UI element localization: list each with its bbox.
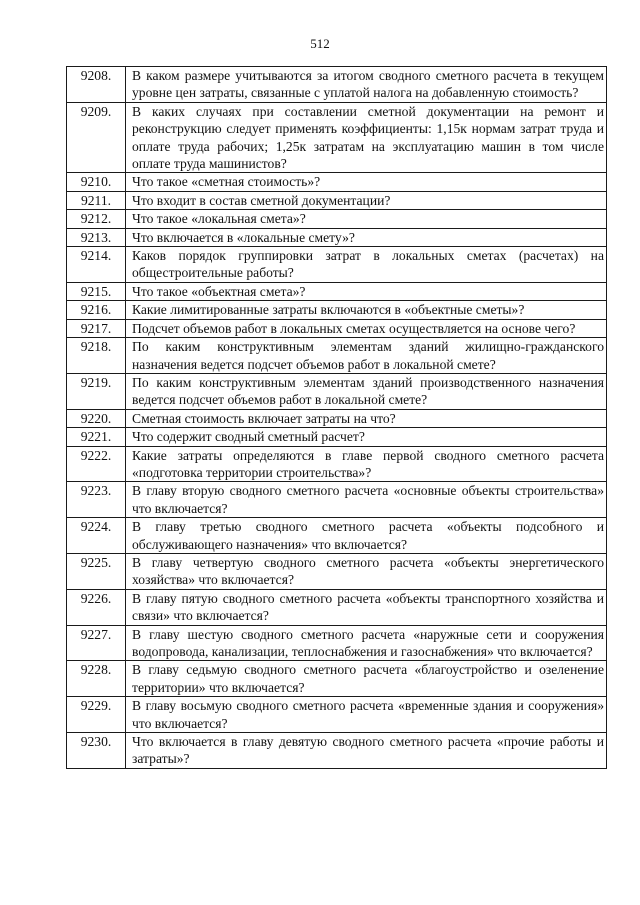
question-number: 9227. bbox=[67, 625, 126, 661]
question-number: 9229. bbox=[67, 697, 126, 733]
question-number: 9218. bbox=[67, 338, 126, 374]
question-number: 9226. bbox=[67, 589, 126, 625]
table-row bbox=[67, 228, 607, 246]
question-text: Какие затраты определяются в главе первой сводного сметного расчета «подготовка территории строительства»? bbox=[126, 446, 607, 482]
table-row bbox=[67, 518, 607, 554]
question-number: 9215. bbox=[67, 282, 126, 300]
question-text: Что включается в «локальные смету»? bbox=[126, 228, 607, 246]
question-text: Что такое «объектная смета»? bbox=[126, 282, 607, 300]
question-number: 9221. bbox=[67, 428, 126, 446]
question-text: В главу шестую сводного сметного расчета «наружные сети и сооружения водопровода, канализации, теплоснабжения и газоснабжения» что включается? bbox=[126, 625, 607, 661]
question-text: В главу третью сводного сметного расчета «объекты подсобного и обслуживающего назначения» что включается? bbox=[126, 518, 607, 554]
table-row bbox=[67, 282, 607, 300]
question-number: 9219. bbox=[67, 373, 126, 409]
question-number: 9220. bbox=[67, 409, 126, 427]
question-number: 9228. bbox=[67, 661, 126, 697]
question-text: Что такое «сметная стоимость»? bbox=[126, 173, 607, 191]
table-row bbox=[67, 553, 607, 589]
table-row bbox=[67, 301, 607, 319]
table-row bbox=[67, 191, 607, 209]
question-text: Сметная стоимость включает затраты на что? bbox=[126, 409, 607, 427]
question-text: В главу вторую сводного сметного расчета «основные объекты строительства» что включается? bbox=[126, 482, 607, 518]
question-text: В главу пятую сводного сметного расчета «объекты транспортного хозяйства и связи» что включается? bbox=[126, 589, 607, 625]
question-text: Что включается в главу девятую сводного сметного расчета «прочие работы и затраты»? bbox=[126, 733, 607, 769]
question-text: Что такое «локальная смета»? bbox=[126, 210, 607, 228]
question-text: В главу седьмую сводного сметного расчета «благоустройство и озеленение территории» что включается? bbox=[126, 661, 607, 697]
question-number: 9222. bbox=[67, 446, 126, 482]
table-row bbox=[67, 446, 607, 482]
questions-table-body bbox=[67, 67, 607, 769]
table-row bbox=[67, 373, 607, 409]
table-row bbox=[67, 338, 607, 374]
table-row bbox=[67, 173, 607, 191]
question-number: 9225. bbox=[67, 553, 126, 589]
question-text: В главу восьмую сводного сметного расчета «временные здания и сооружения» что включается? bbox=[126, 697, 607, 733]
question-text: Что входит в состав сметной документации? bbox=[126, 191, 607, 209]
table-row bbox=[67, 625, 607, 661]
question-number: 9209. bbox=[67, 102, 126, 173]
question-number: 9224. bbox=[67, 518, 126, 554]
table-row bbox=[67, 482, 607, 518]
question-text: Что содержит сводный сметный расчет? bbox=[126, 428, 607, 446]
question-number: 9208. bbox=[67, 67, 126, 103]
question-text: Какие лимитированные затраты включаются в «объектные сметы»? bbox=[126, 301, 607, 319]
table-row bbox=[67, 247, 607, 283]
question-text: В главу четвертую сводного сметного расчета «объекты энергетического хозяйства» что включается? bbox=[126, 553, 607, 589]
table-row bbox=[67, 319, 607, 337]
table-row bbox=[67, 589, 607, 625]
question-text: В каком размере учитываются за итогом сводного сметного расчета в текущем уровне цен затраты, связанные с уплатой налога на добавленную стоимость? bbox=[126, 67, 607, 103]
question-text: По каким конструктивным элементам зданий жилищно-гражданского назначения ведется подсчет объемов работ в локальной смете? bbox=[126, 338, 607, 374]
table-row bbox=[67, 661, 607, 697]
page-number: 512 bbox=[310, 36, 330, 51]
question-text: Подсчет объемов работ в локальных сметах осуществляется на основе чего? bbox=[126, 319, 607, 337]
question-number: 9214. bbox=[67, 247, 126, 283]
question-number: 9210. bbox=[67, 173, 126, 191]
question-text: Каков порядок группировки затрат в локальных сметах (расчетах) на общестроительные работы? bbox=[126, 247, 607, 283]
question-number: 9211. bbox=[67, 191, 126, 209]
question-number: 9217. bbox=[67, 319, 126, 337]
questions-table bbox=[66, 66, 607, 769]
table-row bbox=[67, 67, 607, 103]
question-text: В каких случаях при составлении сметной документации на ремонт и реконструкцию следует применять коэффициенты: 1,15к нормам затрат труда и оплате труда рабочих; 1,25к затратам на эксплуатацию машин в том числе оплате труда машинистов? bbox=[126, 102, 607, 173]
table-row bbox=[67, 409, 607, 427]
question-number: 9223. bbox=[67, 482, 126, 518]
table-row bbox=[67, 428, 607, 446]
question-number: 9216. bbox=[67, 301, 126, 319]
table-row bbox=[67, 102, 607, 173]
table-row bbox=[67, 210, 607, 228]
question-number: 9230. bbox=[67, 733, 126, 769]
question-number: 9213. bbox=[67, 228, 126, 246]
question-text: По каким конструктивным элементам зданий производственного назначения ведется подсчет объемов работ в локальной смете? bbox=[126, 373, 607, 409]
table-row bbox=[67, 733, 607, 769]
table-row bbox=[67, 697, 607, 733]
question-number: 9212. bbox=[67, 210, 126, 228]
